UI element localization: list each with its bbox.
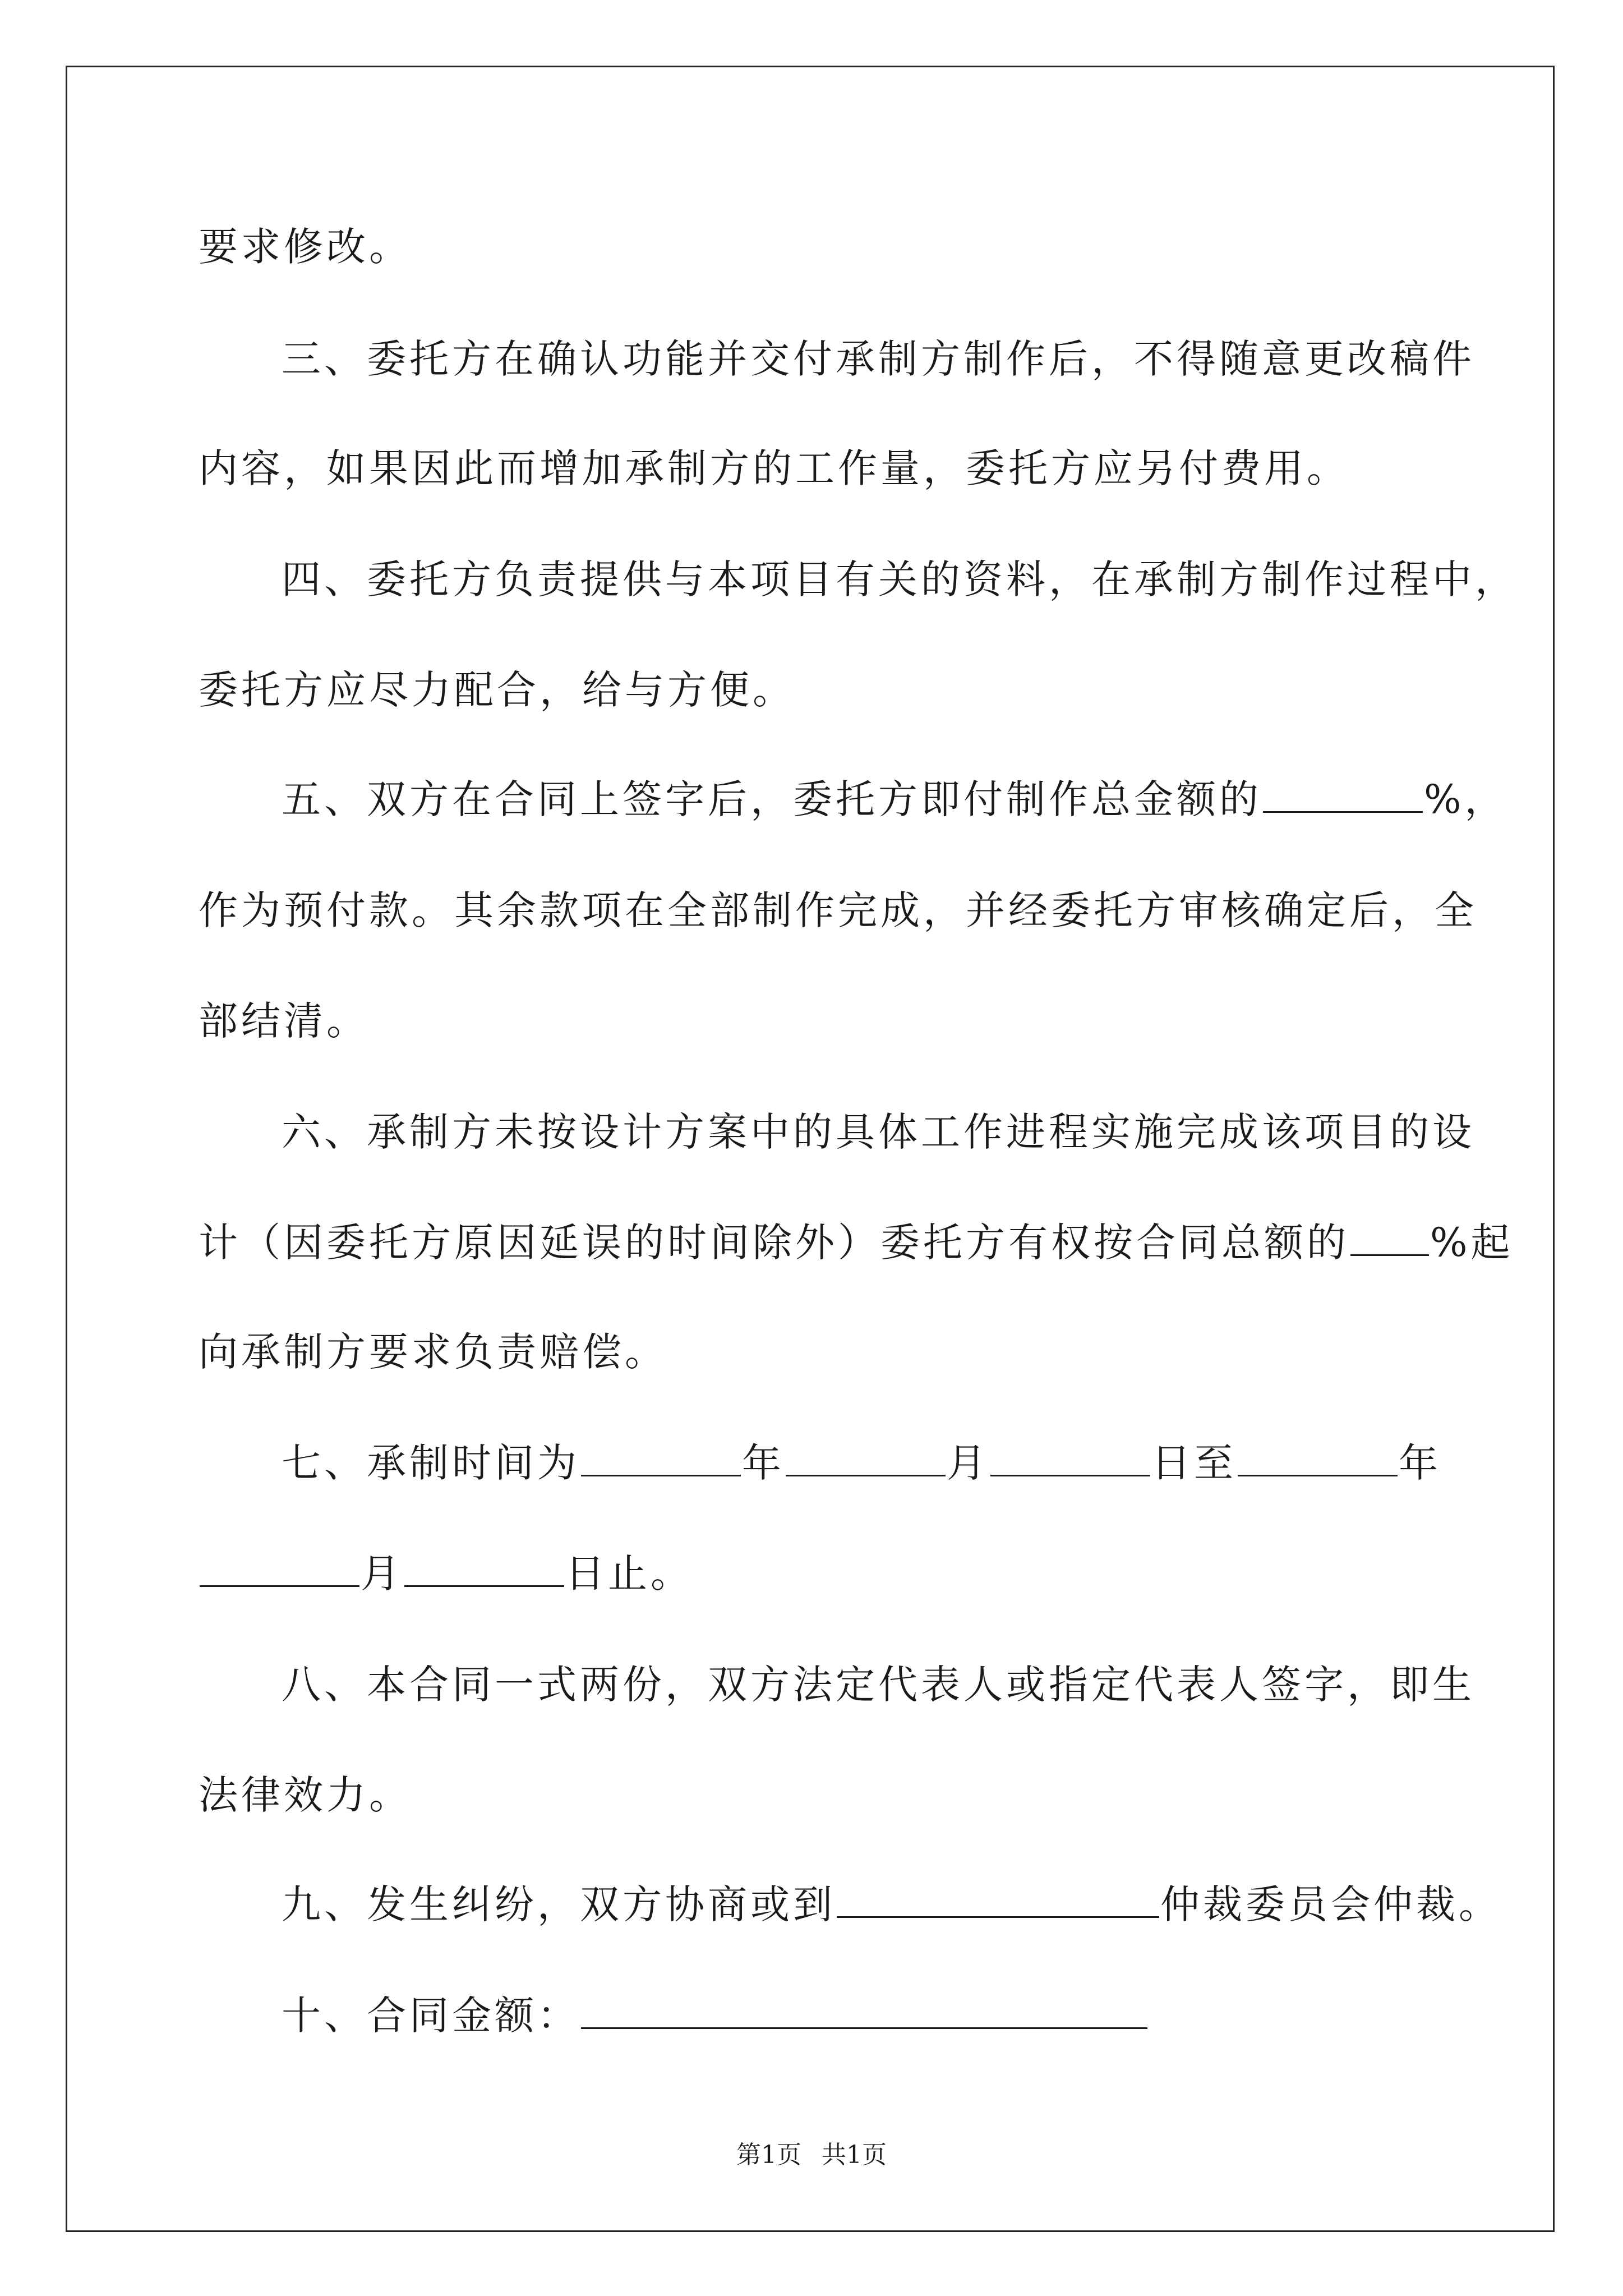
clause-text: 十、合同金额： [282,1993,580,2039]
blank-percent-field [1350,1217,1429,1256]
page-total: 共1页 [822,2141,887,2169]
blank-year-field [1238,1438,1398,1476]
clause-nine [282,1876,1501,1932]
blank-day-field [404,1548,564,1587]
clause-text: 月 [947,1440,989,1486]
paragraph-line: 向承制方要求负责赔偿。 [199,1329,667,1375]
blank-amount-field [581,1990,1147,2029]
paragraph-line [199,1214,1514,1271]
clause-text: %起 [1430,1220,1514,1266]
clause-seven [282,1435,1441,1491]
clause-text: 年 [742,1440,785,1486]
clause-ten [282,1987,1149,2044]
clause-text: 仲裁委员会仲裁。 [1160,1881,1501,1927]
blank-month-field [786,1438,946,1476]
clause-text: %， [1424,776,1507,822]
clause-text: 九、发生纠纷，双方协商或到 [282,1881,836,1927]
clause-text: 五、双方在合同上签字后，委托方即付制作总金额的 [282,776,1262,822]
clause-text: 计（因委托方原因延误的时间除外）委托方有权按合同总额的 [199,1220,1349,1266]
blank-year-field [581,1438,741,1476]
page-number: 第1页 [736,2141,801,2169]
blank-percent-field [1263,774,1423,813]
blank-arbitration-field [837,1879,1159,1918]
paragraph-line: 作为预付款。其余款项在全部制作完成，并经委托方审核确定后，全 [199,887,1477,933]
paragraph-line: 委托方应尽力配合，给与方便。 [199,667,795,713]
clause-text: 月 [361,1550,403,1596]
page-footer [0,2134,1623,2170]
clause-text: 年 [1399,1440,1441,1486]
blank-month-field [200,1548,359,1587]
clause-four: 四、委托方负责提供与本项目有关的资料，在承制方制作过程中， [282,556,1518,602]
paragraph-line [199,1545,693,1602]
clause-text: 日止。 [565,1550,693,1596]
clause-text: 日至 [1151,1440,1237,1486]
paragraph-line: 法律效力。 [199,1772,412,1818]
paragraph-line: 内容，如果因此而增加承制方的工作量，委托方应另付费用。 [199,445,1349,491]
clause-eight: 八、本合同一式两份，双方法定代表人或指定代表人签字，即生 [282,1662,1475,1708]
blank-day-field [990,1438,1150,1476]
paragraph-line: 部结清。 [199,998,369,1044]
clause-six: 六、承制方未按设计方案中的具体工作进程实施完成该项目的设 [282,1109,1475,1155]
clause-text: 七、承制时间为 [282,1440,580,1486]
clause-three: 三、委托方在确认功能并交付承制方制作后，不得随意更改稿件 [282,336,1475,382]
paragraph-line: 要求修改。 [199,224,412,270]
clause-five [282,771,1507,827]
